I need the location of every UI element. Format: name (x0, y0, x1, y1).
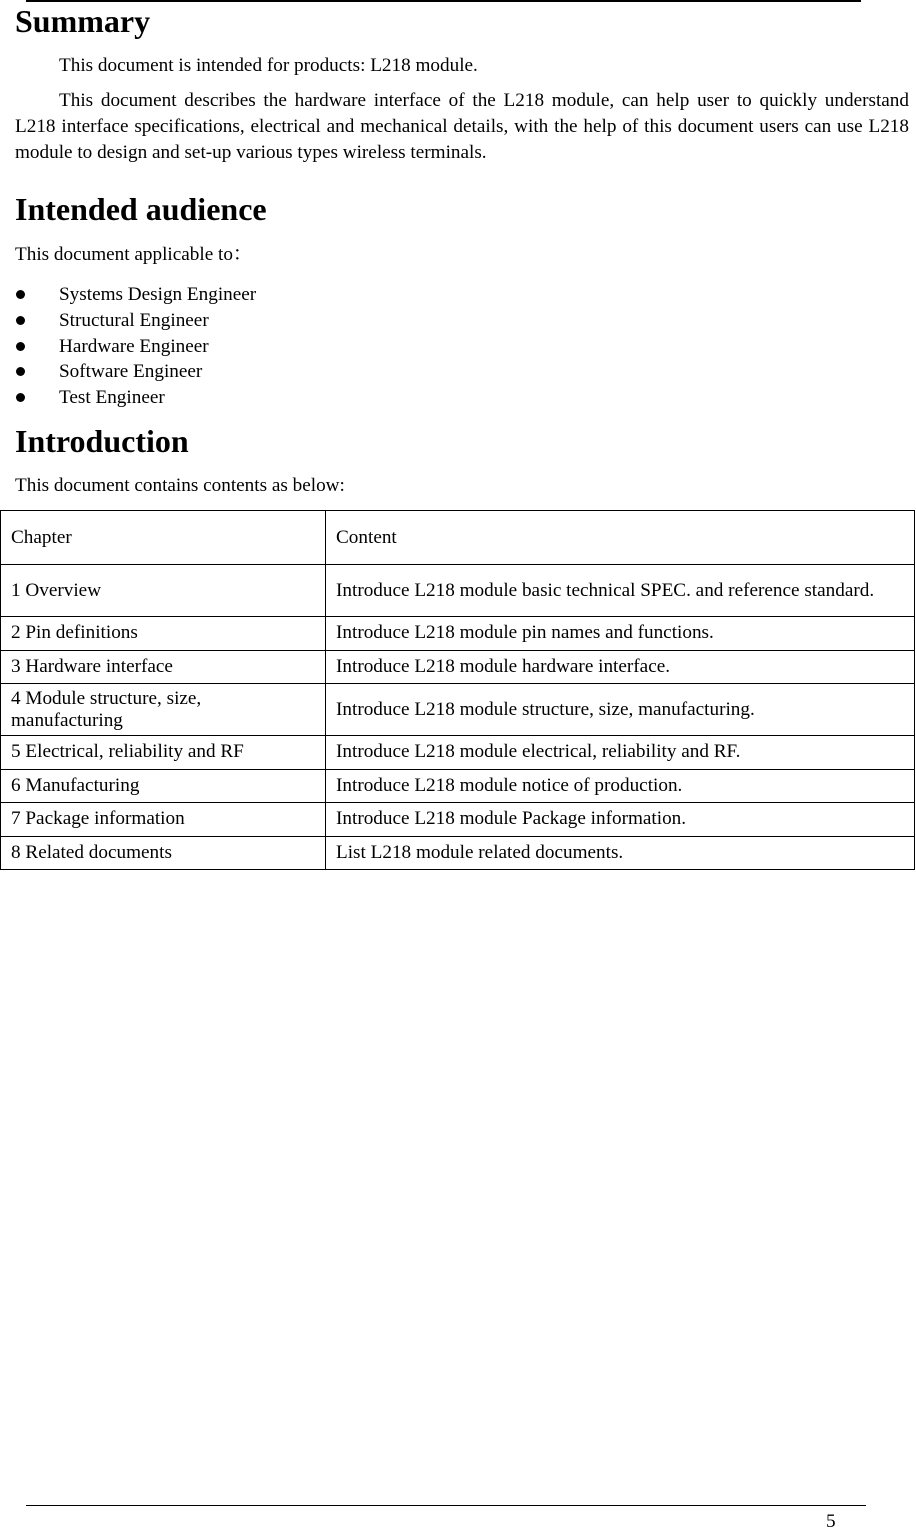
audience-list-item (15, 385, 256, 411)
introduction-heading: Introduction (15, 423, 189, 459)
content-cell: Introduce L218 module pin names and functions. (326, 617, 915, 651)
audience-item-label: Systems Design Engineer (59, 284, 257, 305)
footer-rule (26, 1505, 866, 1506)
audience-list-item (15, 334, 256, 360)
summary-heading: Summary (15, 3, 151, 39)
summary-description-paragraph: This document describes the hardware interface of the L218 module, can help user to quickly understand L218 interface specifications, electrical and mechanical details, with the help of this document users can use L218 module to design and set-up various types wireless terminals. (15, 90, 909, 163)
bullet-icon (16, 290, 25, 299)
chapter-cell: 6 Manufacturing (1, 769, 326, 803)
table-row (1, 736, 915, 770)
table-header-row (1, 511, 915, 565)
chapter-cell: 7 Package information (1, 803, 326, 837)
content-cell: Introduce L218 module Package information. (326, 803, 915, 837)
chapter-cell: 3 Hardware interface (1, 650, 326, 684)
chapter-cell: 2 Pin definitions (1, 617, 326, 651)
table-header-chapter: Chapter (1, 511, 326, 565)
audience-item-label: Software Engineer (59, 361, 203, 383)
header-rule (26, 0, 861, 2)
audience-list-item (15, 359, 256, 385)
table-row (1, 769, 915, 803)
content-cell: List L218 module related documents. (326, 836, 915, 870)
table-row (1, 617, 915, 651)
audience-item-label: Structural Engineer (59, 309, 209, 331)
chapter-cell: 8 Related documents (1, 836, 326, 870)
page-number: 5 (826, 1511, 836, 1532)
bullet-icon (16, 393, 25, 402)
table-row (1, 836, 915, 870)
table-row (1, 565, 915, 617)
content-cell: Introduce L218 module hardware interface. (326, 650, 915, 684)
table-row (1, 650, 915, 684)
audience-item-label: Test Engineer (59, 387, 165, 409)
content-cell: Introduce L218 module electrical, reliability and RF. (326, 736, 915, 770)
chapter-cell: 4 Module structure, size, manufacturing (1, 684, 326, 736)
table-row (1, 684, 915, 736)
audience-list-item (15, 308, 256, 334)
audience-list (15, 282, 256, 411)
chapter-cell: 5 Electrical, reliability and RF (1, 736, 326, 770)
content-cell: Introduce L218 module structure, size, manufacturing. (326, 684, 915, 736)
table-header-content: Content (326, 511, 915, 565)
audience-list-item (15, 282, 256, 308)
audience-intro-paragraph: This document applicable to： (15, 244, 253, 265)
chapter-table (0, 510, 915, 870)
content-cell: Introduce L218 module basic technical SPEC. and reference standard. (326, 565, 915, 617)
bullet-icon (16, 316, 25, 325)
table-row (1, 803, 915, 837)
bullet-icon (16, 342, 25, 351)
bullet-icon (16, 367, 25, 376)
content-cell: Introduce L218 module notice of production. (326, 769, 915, 803)
summary-products-paragraph: This document is intended for products: L218 module. (59, 55, 478, 76)
chapter-cell: 1 Overview (1, 565, 326, 617)
introduction-intro-paragraph: This document contains contents as below: (15, 475, 345, 496)
audience-item-label: Hardware Engineer (59, 335, 209, 357)
intended-audience-heading: Intended audience (15, 191, 267, 227)
